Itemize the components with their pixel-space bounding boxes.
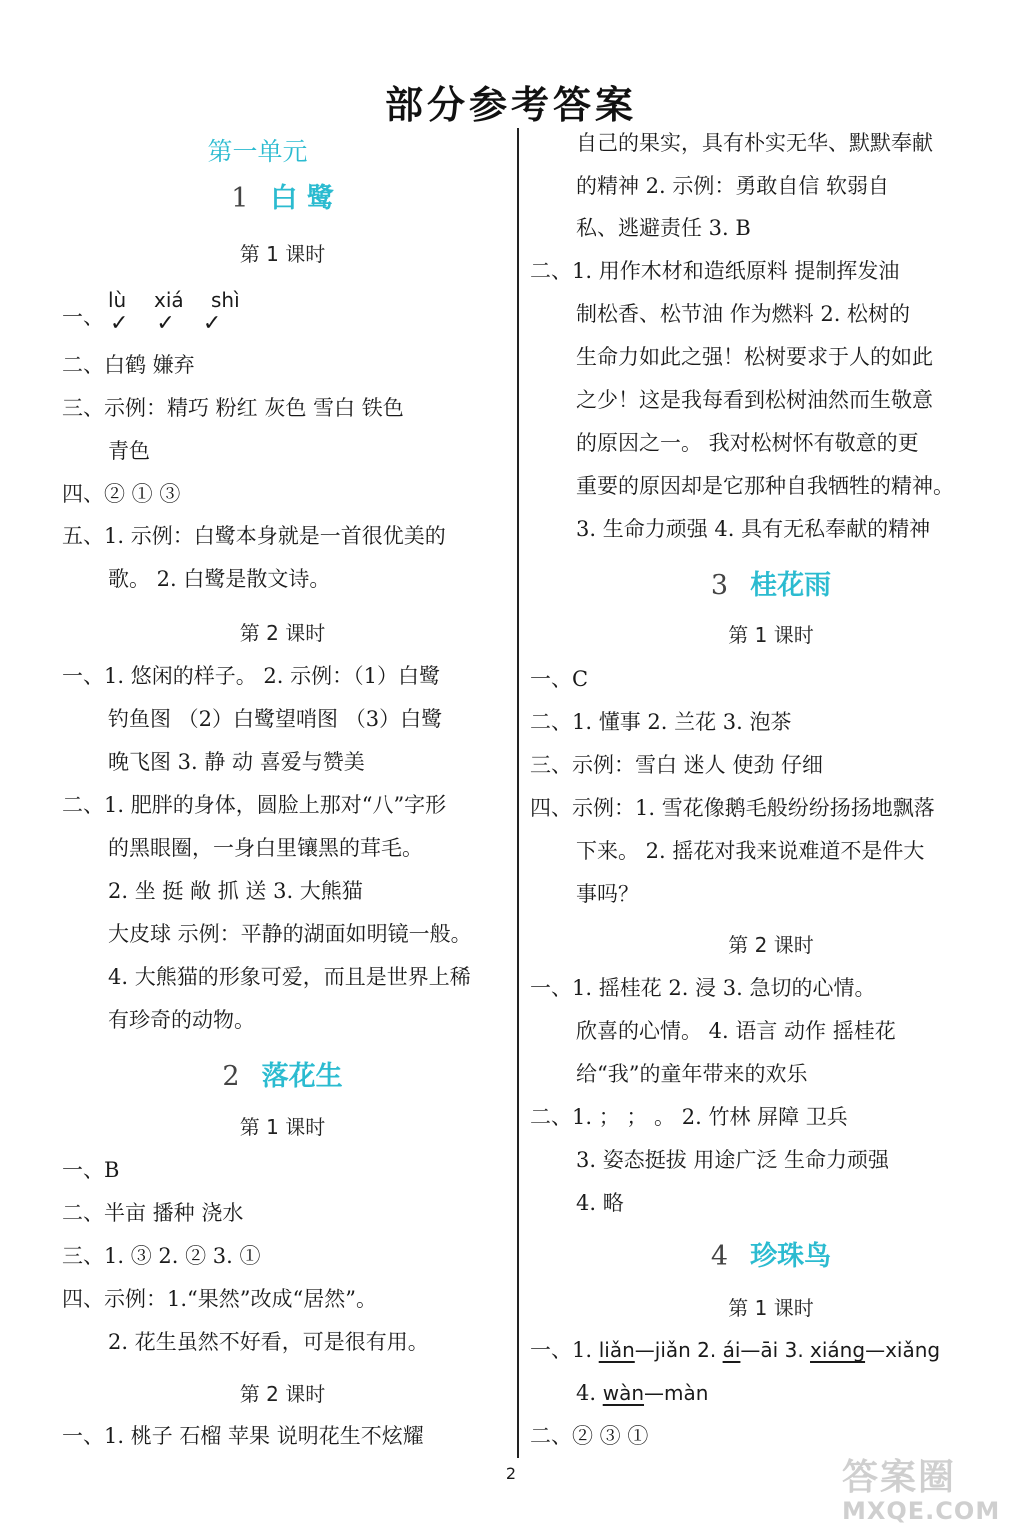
pinyin-underlined: liǎn <box>598 1338 635 1362</box>
answer-line: 生命力如此之强！松树要求于人的如此 <box>576 345 933 369</box>
answer-line: 二、白鹤 嫌弃 <box>62 353 195 377</box>
answer-line: 制松香、松节油 作为燃料 2. 松树的 <box>576 302 911 326</box>
pinyin-underlined: wàn <box>602 1381 645 1405</box>
pinyin-text: —màn <box>644 1381 709 1405</box>
unit-heading: 第一单元 <box>207 137 308 166</box>
pinyin-underlined: xiáng <box>810 1338 866 1362</box>
answer-line: 下来。 2. 摇花对我来说难道不是件大 <box>576 839 925 863</box>
answer-line: 的精神 2. 示例：勇敢自信 软弱自 <box>576 174 890 198</box>
answer-line: 二、② ③ ① <box>530 1424 649 1448</box>
answer-line: 重要的原因却是它那种自我牺牲的精神。 <box>576 474 954 498</box>
answer-line: 一、B <box>62 1158 120 1182</box>
lesson-title: 珍珠鸟 <box>750 1241 832 1272</box>
page-number: 2 <box>505 1464 517 1483</box>
answer-number: 一、 <box>62 305 104 329</box>
lesson-4-heading <box>520 1234 1022 1273</box>
answer-line <box>62 302 104 332</box>
answer-line: 四、② ① ③ <box>62 482 181 506</box>
answer-line: 一、C <box>530 667 589 691</box>
answer-line: 事吗？ <box>576 882 639 906</box>
lesson-number: 4 <box>710 1241 729 1272</box>
answer-line: 四、示例：1. 雪花像鹅毛般纷纷扬扬地飘落 <box>530 796 935 820</box>
pinyin-underlined: ái <box>722 1338 741 1362</box>
answer-line <box>530 1335 940 1365</box>
lesson-1-heading <box>0 176 565 215</box>
answer-line: 五、1. 示例：白鹭本身就是一首很优美的 <box>62 524 446 548</box>
answer-line: 二、半亩 播种 浇水 <box>62 1201 244 1225</box>
answer-line: 钓鱼图 （2）白鹭望哨图 （3）白鹭 <box>108 707 443 731</box>
lesson-title: 落花生 <box>261 1061 343 1092</box>
watermark-top: 答案圈 <box>842 1457 957 1498</box>
answer-line: 一、1. 悠闲的样子。 2. 示例：（1）白鹭 <box>62 664 440 688</box>
answer-line: 之少！这是我每看到松树油然而生敬意 <box>576 388 933 412</box>
answer-line: 3. 姿态挺拔 用途广泛 生命力顽强 <box>576 1148 890 1172</box>
answer-line: 私、逃避责任 3. B <box>576 216 751 240</box>
pinyin-text: —āi 3. <box>740 1338 811 1362</box>
column-divider <box>517 128 519 1458</box>
period-heading: 第 2 课时 <box>239 1382 326 1406</box>
pinyin-item: shì <box>211 288 240 312</box>
answer-line: 四、示例：1.“果然”改成“居然”。 <box>62 1287 377 1311</box>
lesson-2-heading <box>0 1054 565 1093</box>
answer-line: 3. 生命力顽强 4. 具有无私奉献的精神 <box>576 517 931 541</box>
period-heading: 第 1 课时 <box>239 1115 326 1139</box>
period-heading: 第 2 课时 <box>728 933 814 957</box>
period-heading: 第 1 课时 <box>728 623 814 647</box>
period-heading: 第 2 课时 <box>239 621 326 645</box>
answer-line: 二、1. 懂事 2. 兰花 3. 泡茶 <box>530 710 792 734</box>
lesson-3-heading <box>520 563 1022 602</box>
answer-line: 自己的果实，具有朴实无华、默默奉献 <box>576 131 933 155</box>
pinyin-item: xiá <box>154 288 184 312</box>
answer-number: 4. <box>576 1381 603 1405</box>
answer-line: 有珍奇的动物。 <box>108 1008 255 1032</box>
answer-line: 三、示例：精巧 粉红 灰色 雪白 铁色 <box>62 396 404 420</box>
answer-line: 2. 坐 挺 敞 抓 送 3. 大熊猫 <box>108 879 363 903</box>
page-title: 部分参考答案 <box>384 83 637 127</box>
answer-line: 给“我”的童年带来的欢乐 <box>576 1062 808 1086</box>
lesson-title: 桂花雨 <box>750 570 832 601</box>
lesson-number: 1 <box>231 183 249 214</box>
period-heading: 第 1 课时 <box>239 242 326 266</box>
answer-line: 二、1. 肥胖的身体，圆脸上那对“八”字形 <box>62 793 447 817</box>
answer-line: 4. 略 <box>576 1191 624 1215</box>
watermark-logo <box>842 1458 1012 1530</box>
lesson-number: 3 <box>710 570 729 601</box>
period-heading: 第 1 课时 <box>728 1296 814 1320</box>
answer-line: 一、1. 摇桂花 2. 浸 3. 急切的心情。 <box>530 976 876 1000</box>
answer-line: 晚飞图 3. 静 动 喜爱与赞美 <box>108 750 365 774</box>
pinyin-item: lù <box>108 288 127 312</box>
answer-number: 一、1. <box>530 1338 599 1362</box>
lesson-number: 2 <box>222 1061 240 1092</box>
answer-line: 欣喜的心情。 4. 语言 动作 摇桂花 <box>576 1019 896 1043</box>
answer-line: 青色 <box>108 439 150 463</box>
answer-line: 大皮球 示例：平静的湖面如明镜一般。 <box>108 922 472 946</box>
answer-line: 一、1. 桃子 石榴 苹果 说明花生不炫耀 <box>62 1424 424 1448</box>
answer-line: 歌。 2. 白鹭是散文诗。 <box>108 567 331 591</box>
answer-line: 二、1. ； ； 。 2. 竹林 屏障 卫兵 <box>530 1105 848 1129</box>
answer-line <box>576 1378 708 1408</box>
answer-line: 二、1. 用作木材和造纸原料 提制挥发油 <box>530 259 900 283</box>
watermark-bottom: MXQE.COM <box>842 1497 1001 1525</box>
pinyin-text: —jiǎn 2. <box>634 1338 723 1362</box>
answer-line: 的黑眼圈，一身白里镶黑的茸毛。 <box>108 836 423 860</box>
check-marks: ✓✓✓ <box>110 311 250 336</box>
answer-line: 的原因之一。 我对松树怀有敬意的更 <box>576 431 919 455</box>
answer-line: 2. 花生虽然不好看，可是很有用。 <box>108 1330 429 1354</box>
answer-line: 4. 大熊猫的形象可爱，而且是世界上稀 <box>108 965 471 989</box>
answer-line: 三、1. ③ 2. ② 3. ① <box>62 1244 261 1268</box>
pinyin-text: —xiǎng <box>865 1338 941 1362</box>
answer-line: 三、示例：雪白 迷人 使劲 仔细 <box>530 753 824 777</box>
lesson-title: 白 鹭 <box>270 183 334 214</box>
